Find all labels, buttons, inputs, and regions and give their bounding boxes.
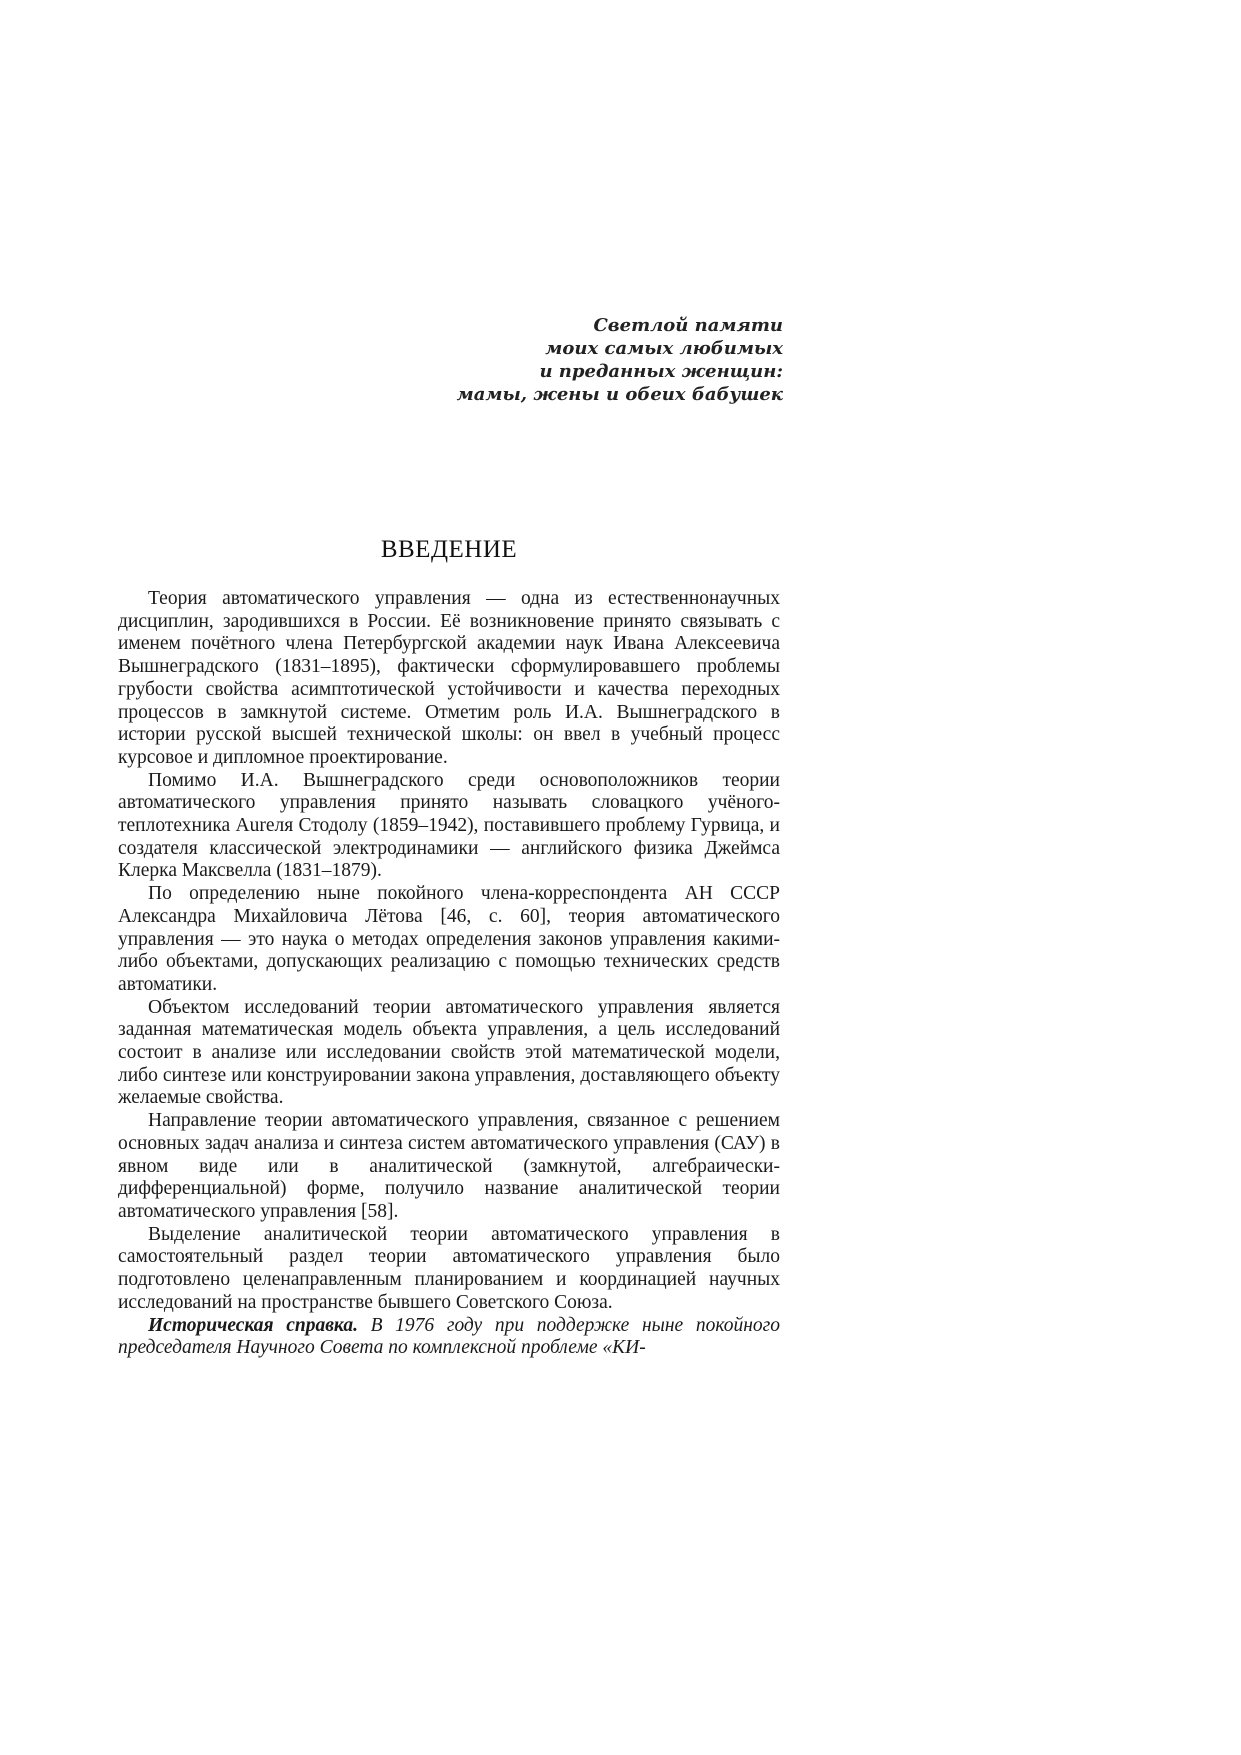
historic-note-text: В 1976 году при поддержке ныне покойного председателя Научного Совета по комплексной проблеме «КИ- (118, 1314, 780, 1359)
dedication-line: моих самых любимых (545, 338, 783, 359)
paragraph: Объектом исследований теории автоматического управления является заданная математическая модель объекта управления, а цель исследований состоит в анализе или исследовании свойств этой математической модели, либо синтезе или конструировании закона управления, доставляющего объекту желаемые свойства. (118, 996, 780, 1109)
paragraph: Теория автоматического управления — одна из естественнонаучных дисциплин, зародившихся в России. Её возникновение принято связывать с именем почётного члена Петербургской академии наук Ивана Алексеевича Вышнеградского (1831–1895), фактически сформулировавшего проблемы грубости свойства асимптотической устойчивости и качества переходных процессов в замкнутой системе. Отметим роль И.А. Вышнеградского в истории русской высшей технической школы: он ввел в учебный процесс курсовое и дипломное проектирование. (118, 588, 780, 768)
historic-note (118, 1315, 780, 1360)
chapter-body (118, 588, 780, 1360)
dedication-line: Светлой памяти (593, 315, 783, 336)
dedication-line: и преданных женщин: (539, 361, 783, 382)
dedication (457, 314, 783, 406)
dedication-line: мамы, жены и обеих бабушек (456, 384, 783, 405)
chapter-title: ВВЕДЕНИЕ (380, 536, 518, 563)
historic-note-lead: Историческая справка. (148, 1314, 358, 1336)
paragraph: Выделение аналитической теории автоматического управления в самостоятельный раздел теории автоматического управления было подготовлено целенаправленным планированием и координацией научных исследований на пространстве бывшего Советского Союза. (118, 1223, 780, 1313)
paragraph: Помимо И.А. Вышнеградского среди основоположников теории автоматического управления принято называть словацкого учёного-теплотехника Аureля Стодолу (1859–1942), поставившего проблему Гурвица, и создателя классической электродинамики — английского физика Джеймса Клерка Максвелла (1831–1879). (118, 769, 780, 882)
paragraph: По определению ныне покойного члена-корреспондента АН СССР Александра Михайловича Лётова [46, с. 60], теория автоматического управления — это наука о методах определения законов управления какими-либо объектами, допускающих реализацию с помощью технических средств автоматики. (118, 883, 780, 995)
paragraph: Направление теории автоматического управления, связанное с решением основных задач анализа и синтеза систем автоматического управления (САУ) в явном виде или в аналитической (замкнутой, алгебраически-дифференциальной) форме, получило название аналитической теории автоматического управления [58]. (118, 1110, 780, 1222)
